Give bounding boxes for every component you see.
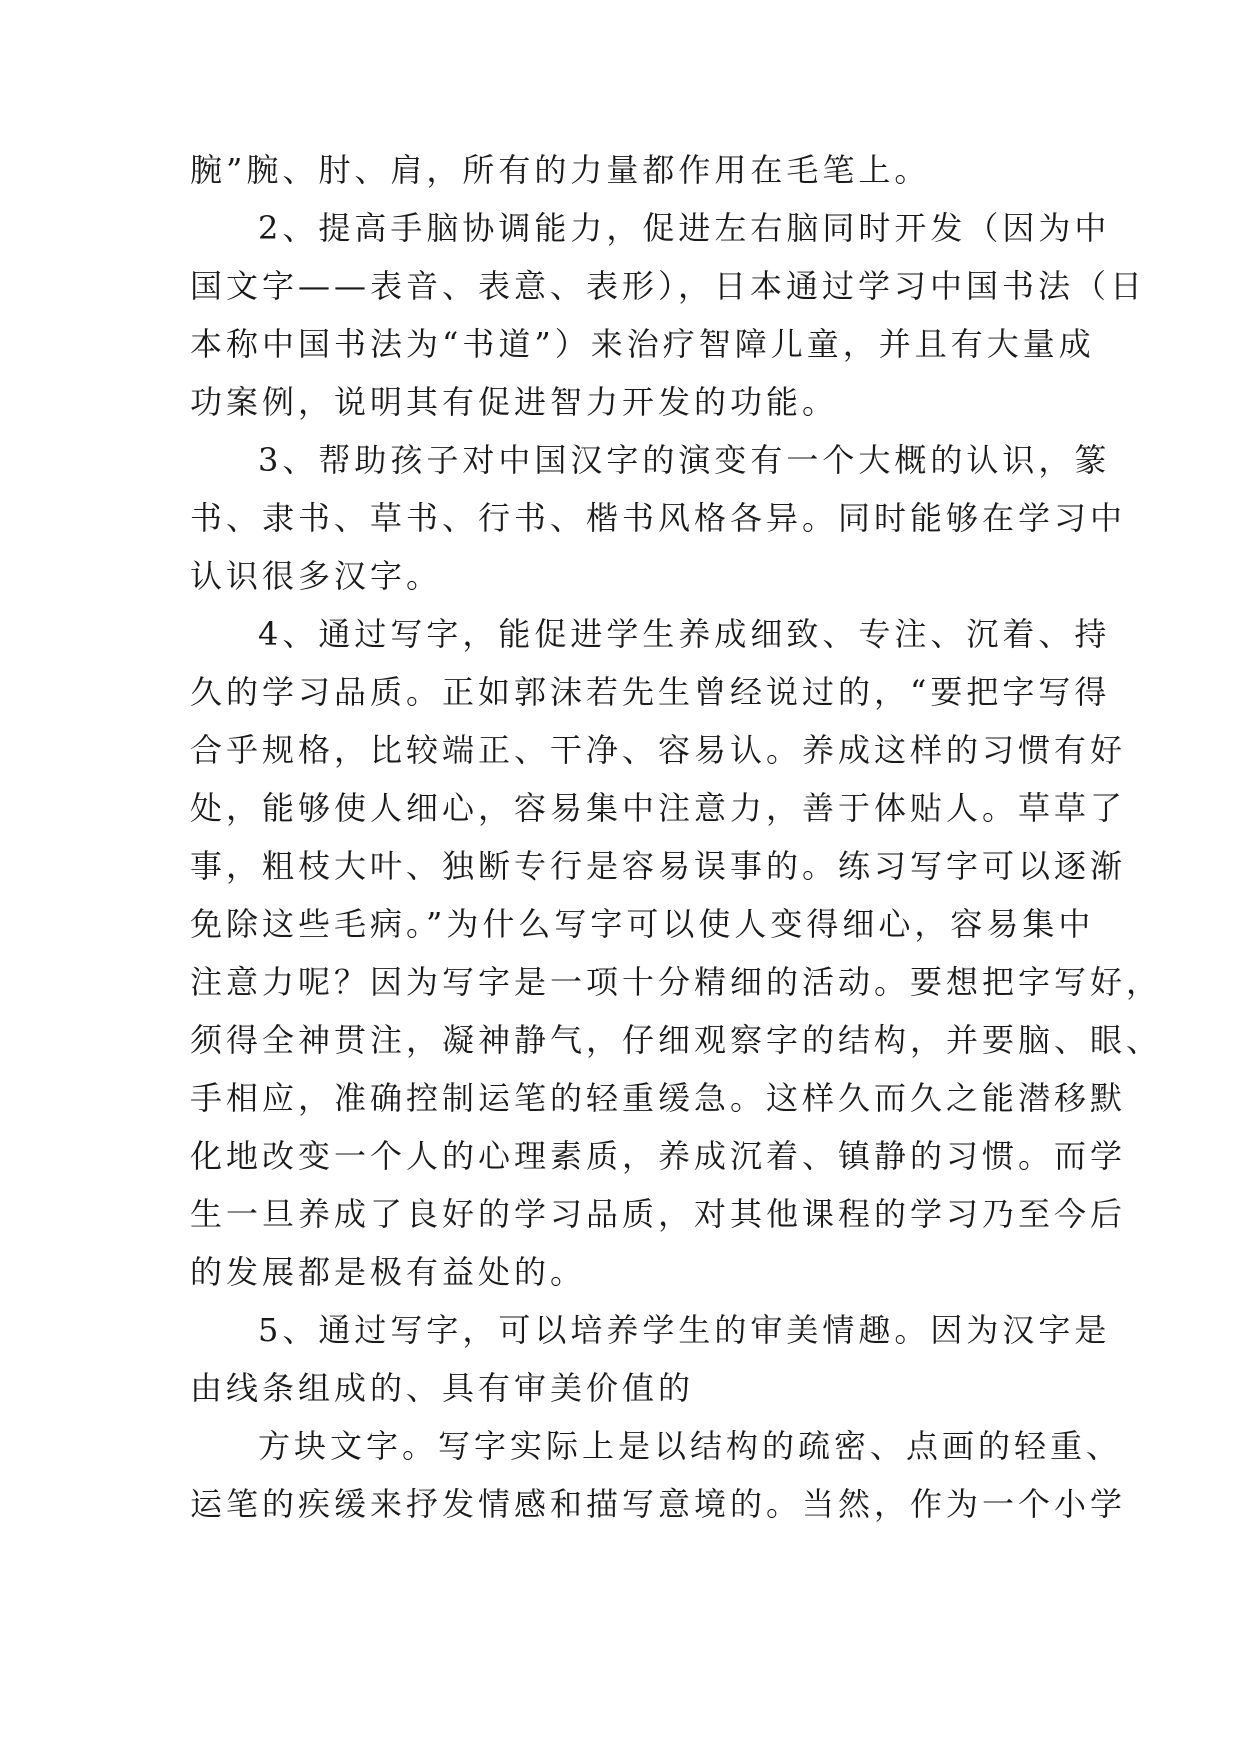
text-line: 的发展都是极有益处的。: [190, 1253, 587, 1291]
paragraph-5-start: 5、通过写字，可以培养学生的审美情趣。因为汉字是: [258, 1311, 1111, 1349]
text-line: 认识很多汉字。: [190, 557, 443, 595]
text-line: 手相应，准确控制运笔的轻重缓急。这样久而久之能潜移默: [190, 1079, 1127, 1117]
text-line: 久的学习品质。正如郭沫若先生曾经说过的，“要把字写得: [190, 673, 1111, 711]
text-line: 国文字——表音、表意、表形），日本通过学习中国书法（日: [190, 267, 1147, 305]
text-line: 功案例，说明其有促进智力开发的功能。: [190, 383, 839, 421]
text-line: 腕”腕、肘、肩，所有的力量都作用在毛笔上。: [190, 151, 931, 189]
paragraph-6-start: 方块文字。写字实际上是以结构的疏密、点画的轻重、: [258, 1427, 1123, 1465]
text-line: 合乎规格，比较端正、干净、容易认。养成这样的习惯有好: [190, 731, 1127, 769]
text-line: 运笔的疾缓来抒发情感和描写意境的。当然，作为一个小学: [190, 1485, 1127, 1523]
text-line: 须得全神贯注，凝神静气，仔细观察字的结构，并要脑、眼、: [190, 1021, 1163, 1059]
text-line: 事，粗枝大叶、独断专行是容易误事的。练习写字可以逐渐: [190, 847, 1127, 885]
paragraph-2-start: 2、提高手脑协调能力，促进左右脑同时开发（因为中: [258, 209, 1111, 247]
paragraph-3-start: 3、帮助孩子对中国汉字的演变有一个大概的认识，篆: [258, 441, 1111, 479]
text-line: 注意力呢？因为写字是一项十分精细的活动。要想把字写好，: [190, 963, 1163, 1001]
text-line: 由线条组成的、具有审美价值的: [190, 1369, 695, 1407]
text-line: 化地改变一个人的心理素质，养成沉着、镇静的习惯。而学: [190, 1137, 1127, 1175]
text-line: 免除这些毛病。”为什么写字可以使人变得细心，容易集中: [190, 905, 1095, 943]
text-line: 处，能够使人细心，容易集中注意力，善于体贴人。草草了: [190, 789, 1127, 827]
text-line: 生一旦养成了良好的学习品质，对其他课程的学习乃至今后: [190, 1195, 1127, 1233]
text-line: 书、隶书、草书、行书、楷书风格各异。同时能够在学习中: [190, 499, 1127, 537]
text-line: 本称中国书法为“书道”）来治疗智障儿童，并且有大量成: [190, 325, 1095, 363]
paragraph-4-start: 4、通过写字，能促进学生养成细致、专注、沉着、持: [258, 615, 1111, 653]
